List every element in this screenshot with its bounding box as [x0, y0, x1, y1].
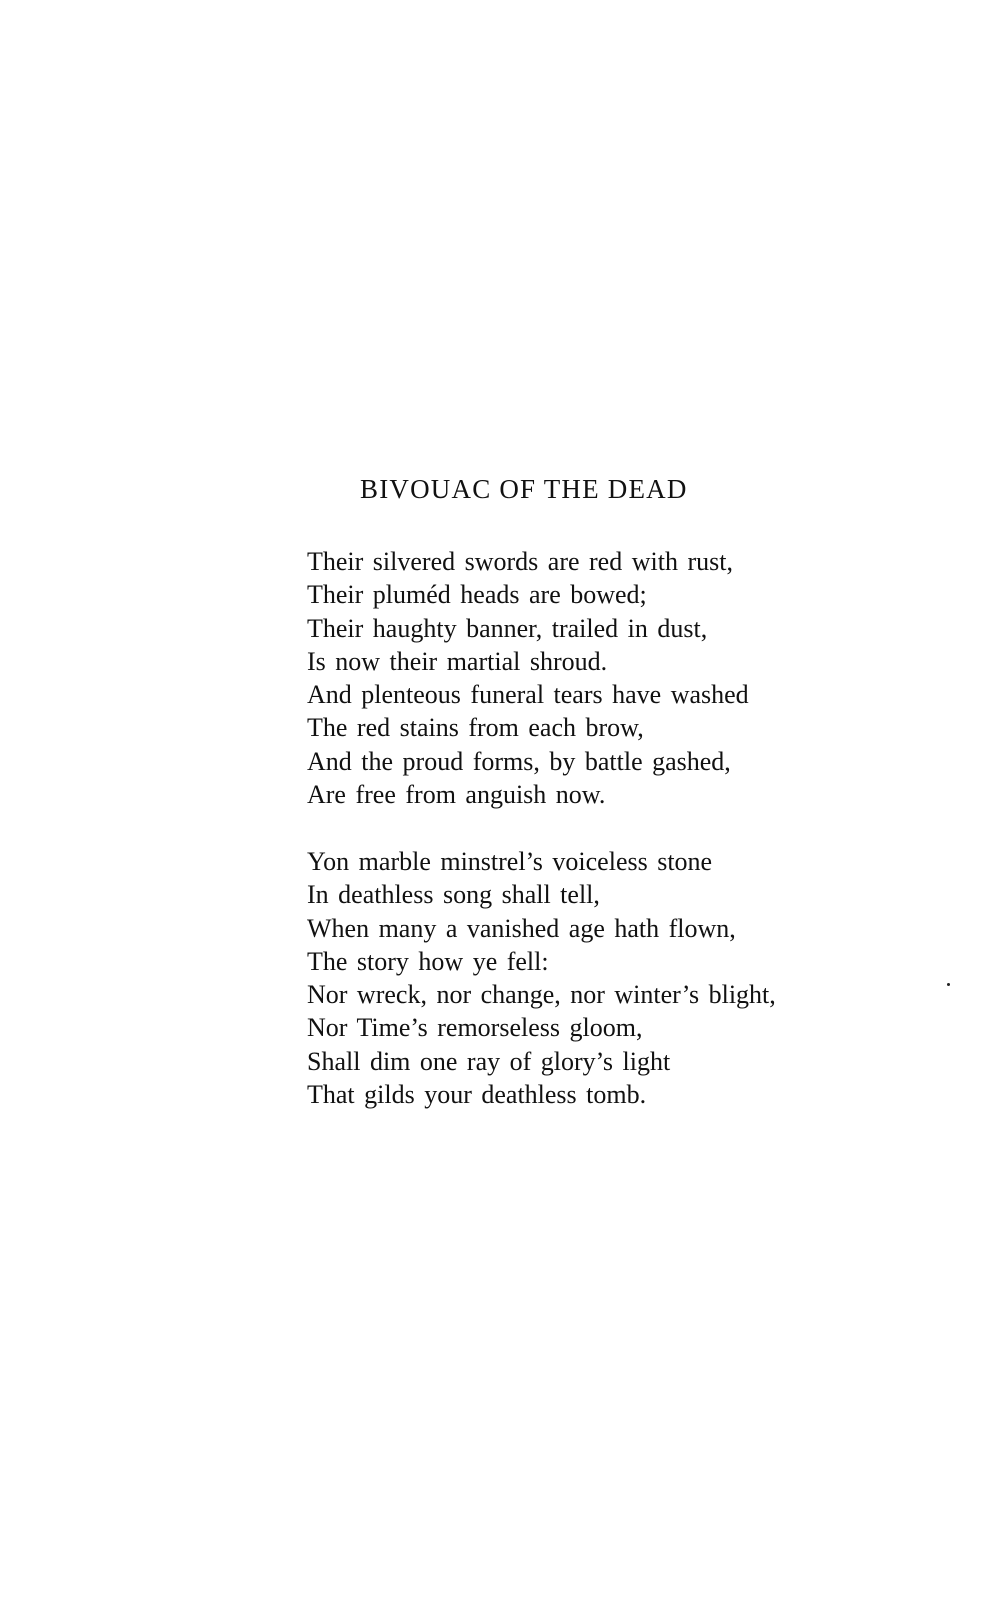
poem-line: Their pluméd heads are bowed;: [307, 580, 647, 610]
poem-line: The story how ye fell:: [307, 946, 549, 976]
poem-line: Are free from anguish now.: [307, 780, 606, 810]
poem-line: And plenteous funeral tears have washed: [307, 680, 749, 710]
poem-line: Is now their martial shroud.: [307, 646, 608, 676]
poem-line: Shall dim one ray of glory’s light: [307, 1046, 671, 1076]
poem-line: Nor wreck, nor change, nor winter’s blight,: [307, 980, 776, 1010]
poem-line: Nor Time’s remorseless gloom,: [307, 1013, 643, 1043]
poem-line: That gilds your deathless tomb.: [307, 1080, 647, 1110]
ink-speck: [947, 983, 950, 986]
poem-line: When many a vanished age hath flown,: [307, 913, 736, 943]
poem-line: And the proud forms, by battle gashed,: [307, 746, 731, 776]
stanza-2: [307, 845, 776, 1111]
poem-line: Their silvered swords are red with rust,: [307, 547, 733, 576]
poem-line: Yon marble minstrel’s voiceless stone: [307, 847, 713, 876]
poem-line: The red stains from each brow,: [307, 713, 644, 743]
stanza-1: [307, 545, 749, 811]
poem-title: BIVOUAC OF THE DEAD: [360, 474, 688, 504]
poem-line: Their haughty banner, trailed in dust,: [307, 613, 708, 643]
poem-line: In deathless song shall tell,: [307, 880, 600, 910]
